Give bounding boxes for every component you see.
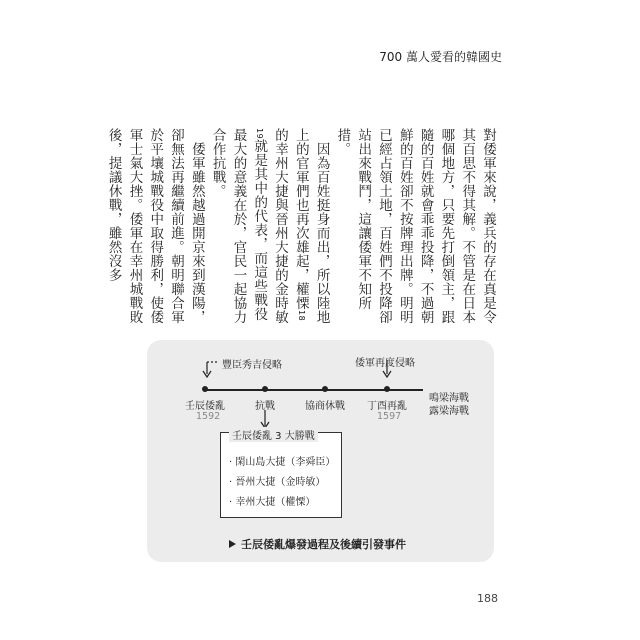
paragraph-2-part-b: 的幸州大捷與晉州大捷的金時敏: [272, 128, 289, 324]
event-year-1592: 1592: [196, 411, 221, 422]
page-number: 188: [477, 592, 498, 605]
footnote-19: 19: [255, 128, 265, 140]
paragraph-2: [207, 128, 332, 328]
victory-item-1: · 閑山島大捷（李舜臣）: [229, 457, 336, 468]
paragraph-2-part-c: 就是其中的代表，而這些戰役最大的意義在於，官民一起協力合作抗戰。: [209, 128, 268, 324]
paragraph-3-text: 倭軍雖然越過開京來到漢陽，卻無法再繼續前進。朝明聯合軍於平壤城戰役中取得勝利，使倭軍士氣大挫。倭軍在幸州城戰敗後，提議休戰，雖然沒多: [105, 128, 205, 324]
victory-item-2: · 晉州大捷（金時敏）: [229, 477, 326, 488]
timeline-dot-1: [202, 386, 208, 392]
timeline-dot-3: [322, 386, 328, 392]
annotation-hideyoshi: 豐臣秀吉侵略: [222, 360, 282, 371]
timeline-dot-4: [384, 386, 390, 392]
event-label-resistance: 抗戰: [255, 401, 275, 412]
paragraph-1: 對倭軍來說，義兵的存在真是令其百思不得其解。不管是在日本哪個地方，只要先打倒領主，跟隨的百姓就會乖乖投降，不過朝鮮的百姓卻不按牌理出牌。明明已經占領土地，百姓們不投降卻站出來戰鬥，這讓倭軍不知所措。: [334, 128, 496, 324]
event-label-imjin: 壬辰倭亂: [185, 401, 225, 412]
victories-box: [220, 432, 342, 518]
footnote-18: 18: [296, 310, 306, 322]
victory-item-3: · 幸州大捷（權慄）: [229, 497, 316, 508]
event-label-jeongyu: 丁酉再亂: [367, 401, 407, 412]
diagram-caption-text: 壬辰倭亂爆發過程及後續引發事件: [241, 538, 406, 551]
event-label-naval-battles: 鳴梁海戰 露梁海戰: [429, 393, 469, 417]
timeline-axis: [205, 389, 423, 391]
paragraph-2-part-a: 因為百姓挺身而出，所以陸地上的官軍們也再次雄起，權慄: [292, 128, 330, 324]
diagram-caption: [229, 536, 406, 552]
play-triangle-icon: [229, 540, 236, 548]
running-header: 700 萬人愛看的韓國史: [379, 50, 502, 64]
paragraph-3: [103, 128, 207, 328]
timeline-dot-2: [262, 386, 268, 392]
annotation-reinvasion: 倭軍再度侵略: [355, 358, 415, 369]
event-label-truce: 協商休戰: [305, 401, 345, 412]
timeline-diagram: [147, 340, 494, 562]
victories-box-title: 壬辰倭亂 3 大勝戰: [229, 427, 318, 442]
body-text: [103, 128, 498, 328]
event-year-1597: 1597: [377, 411, 402, 422]
